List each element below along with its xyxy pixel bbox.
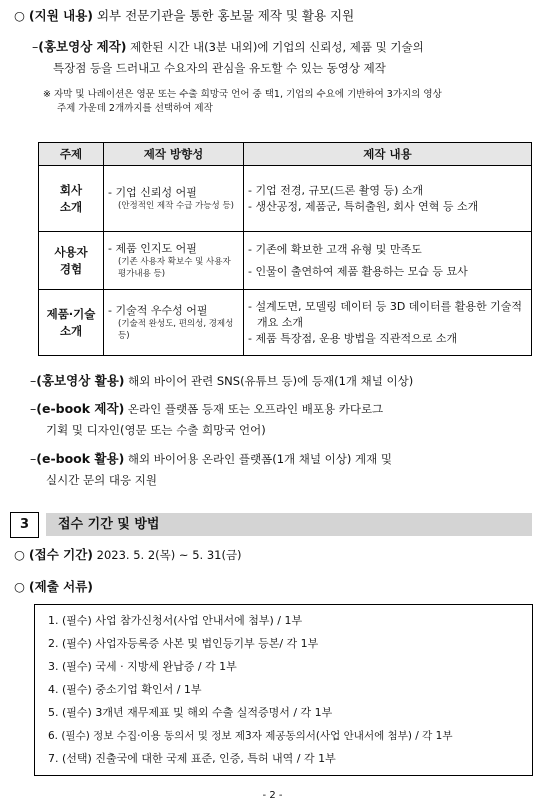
table-row (39, 290, 532, 356)
documents-line (14, 578, 93, 596)
dash-icon: – (30, 401, 37, 416)
promo-video-production (32, 38, 424, 56)
table-row-direction (104, 290, 244, 356)
content-item: - 기업 전경, 규모(드론 촬영 등) 소개 (248, 183, 424, 197)
promo-video-use (30, 372, 413, 390)
ebook-production-label: (e-book 제작) (36, 401, 125, 416)
list-item: 6. (필수) 정보 수집·이용 동의서 및 정보 제3자 제공동의서(사업 안내서에 첨부) / 각 1부 (48, 730, 453, 742)
table-row-direction (104, 166, 244, 232)
support-label: (지원 내용) (28, 8, 93, 23)
support-text: 외부 전문기관을 통한 홍보물 제작 및 활용 지원 (92, 8, 355, 23)
promo-video-production-label: (홍보영상 제작) (38, 39, 127, 54)
dash-icon: – (30, 451, 37, 466)
table-row-contents (244, 232, 532, 290)
period-label: (접수 기간) (28, 547, 93, 562)
list-item: 7. (선택) 진출국에 대한 국제 표준, 인증, 특허 내역 / 각 1부 (48, 752, 336, 765)
direction-text: - 기업 신뢰성 어필 (108, 186, 197, 199)
table-row-topic: 제품·기술 소개 (39, 290, 104, 356)
table-row-direction (104, 232, 244, 290)
support-line (14, 7, 354, 25)
direction-text: - 제품 인지도 어필 (108, 242, 197, 255)
content-item: - 생산공정, 제품군, 특허출원, 회사 연혁 등 소개 (248, 199, 479, 213)
ebook-use (30, 450, 392, 468)
list-item: 2. (필수) 사업자등록증 사본 및 법인등기부 등본/ 각 1부 (48, 637, 319, 650)
ebook-use-text-2: 실시간 문의 대응 지원 (46, 473, 157, 487)
ebook-use-label: (e-book 활용) (36, 451, 125, 466)
table-header-contents: 제작 내용 (244, 143, 532, 166)
content-item: - 기존에 확보한 고객 유형 및 만족도 (248, 242, 422, 256)
promo-video-production-text-2: 특장점 등을 드러내고 수요자의 관심을 유도할 수 있는 동영상 제작 (53, 61, 386, 75)
page-number: - 2 - (262, 790, 283, 801)
list-item: 5. (필수) 3개년 재무제표 및 해외 수출 실적증명서 / 각 1부 (48, 706, 333, 719)
ebook-use-text-1: 해외 바이어용 온라인 플랫폼(1개 채널 이상) 게재 및 (124, 452, 392, 466)
note (43, 88, 538, 116)
table-row-contents (244, 166, 532, 232)
promo-video-use-text: 해외 바이어 관련 SNS(유튜브 등)에 등재(1개 채널 이상) (124, 374, 414, 388)
table-header-topic: 주제 (39, 143, 104, 166)
table-row (39, 232, 532, 290)
table-header-direction: 제작 방향성 (104, 143, 244, 166)
ebook-production (30, 400, 383, 418)
table-row (39, 166, 532, 232)
period-text: 2023. 5. 2(목) ~ 5. 31(금) (92, 548, 242, 562)
section-number: 3 (10, 512, 39, 538)
direction-note: (기술적 완성도, 편의성, 경제성 등) (118, 319, 234, 341)
promo-video-production-text-1: 제한된 시간 내(3분 내외)에 기업의 신뢰성, 제품 및 기술의 (126, 40, 424, 54)
table-row-topic: 회사 소개 (39, 166, 104, 232)
dash-icon: – (32, 39, 39, 54)
direction-note: (기존 사용자 확보수 및 사용자 평가내용 등) (118, 257, 231, 279)
list-item: 3. (필수) 국세 · 지방세 완납증 / 각 1부 (48, 660, 237, 673)
documents-label: (제출 서류) (28, 579, 93, 594)
content-item: - 인물이 출연하여 제품 활용하는 모습 등 묘사 (248, 264, 468, 278)
promo-video-use-label: (홍보영상 활용) (36, 373, 125, 388)
bullet-icon: ○ (14, 8, 25, 23)
direction-text: - 기술적 우수성 어필 (108, 304, 208, 317)
documents-box (34, 604, 533, 776)
table-row-topic: 사용자 경험 (39, 232, 104, 290)
dash-icon: – (30, 373, 37, 388)
table-header-row (39, 143, 532, 166)
bullet-icon: ○ (14, 579, 25, 594)
note-mark-icon: ※ (43, 89, 51, 100)
ebook-production-text-2: 기획 및 디자인(영문 또는 수출 희망국 언어) (46, 423, 266, 437)
table-row-contents (244, 290, 532, 356)
period-line (14, 546, 242, 564)
ebook-production-text-1: 온라인 플랫폼 등재 또는 오프라인 배포용 카다로그 (124, 402, 384, 416)
note-line-2: 주제 가운데 2개까지를 선택하여 제작 (57, 103, 213, 114)
bullet-icon: ○ (14, 547, 25, 562)
note-line-1: 자막 및 나레이션은 영문 또는 수출 희망국 언어 중 택1, 기업의 수요에 기반하여 3가지의 영상 (54, 89, 442, 100)
list-item: 4. (필수) 중소기업 확인서 / 1부 (48, 683, 202, 696)
list-item: 1. (필수) 사업 참가신청서(사업 안내서에 첨부) / 1부 (48, 614, 303, 627)
section-title: 접수 기간 및 방법 (58, 517, 160, 532)
direction-note: (안정적인 제작 수급 가능성 등) (118, 201, 234, 211)
content-item: - 설계도면, 모델링 데이터 등 3D 데이터를 활용한 기술적 개요 소개 (248, 299, 523, 329)
content-item: - 제품 특장점, 운용 방법을 직관적으로 소개 (248, 331, 458, 345)
production-table (38, 142, 532, 356)
